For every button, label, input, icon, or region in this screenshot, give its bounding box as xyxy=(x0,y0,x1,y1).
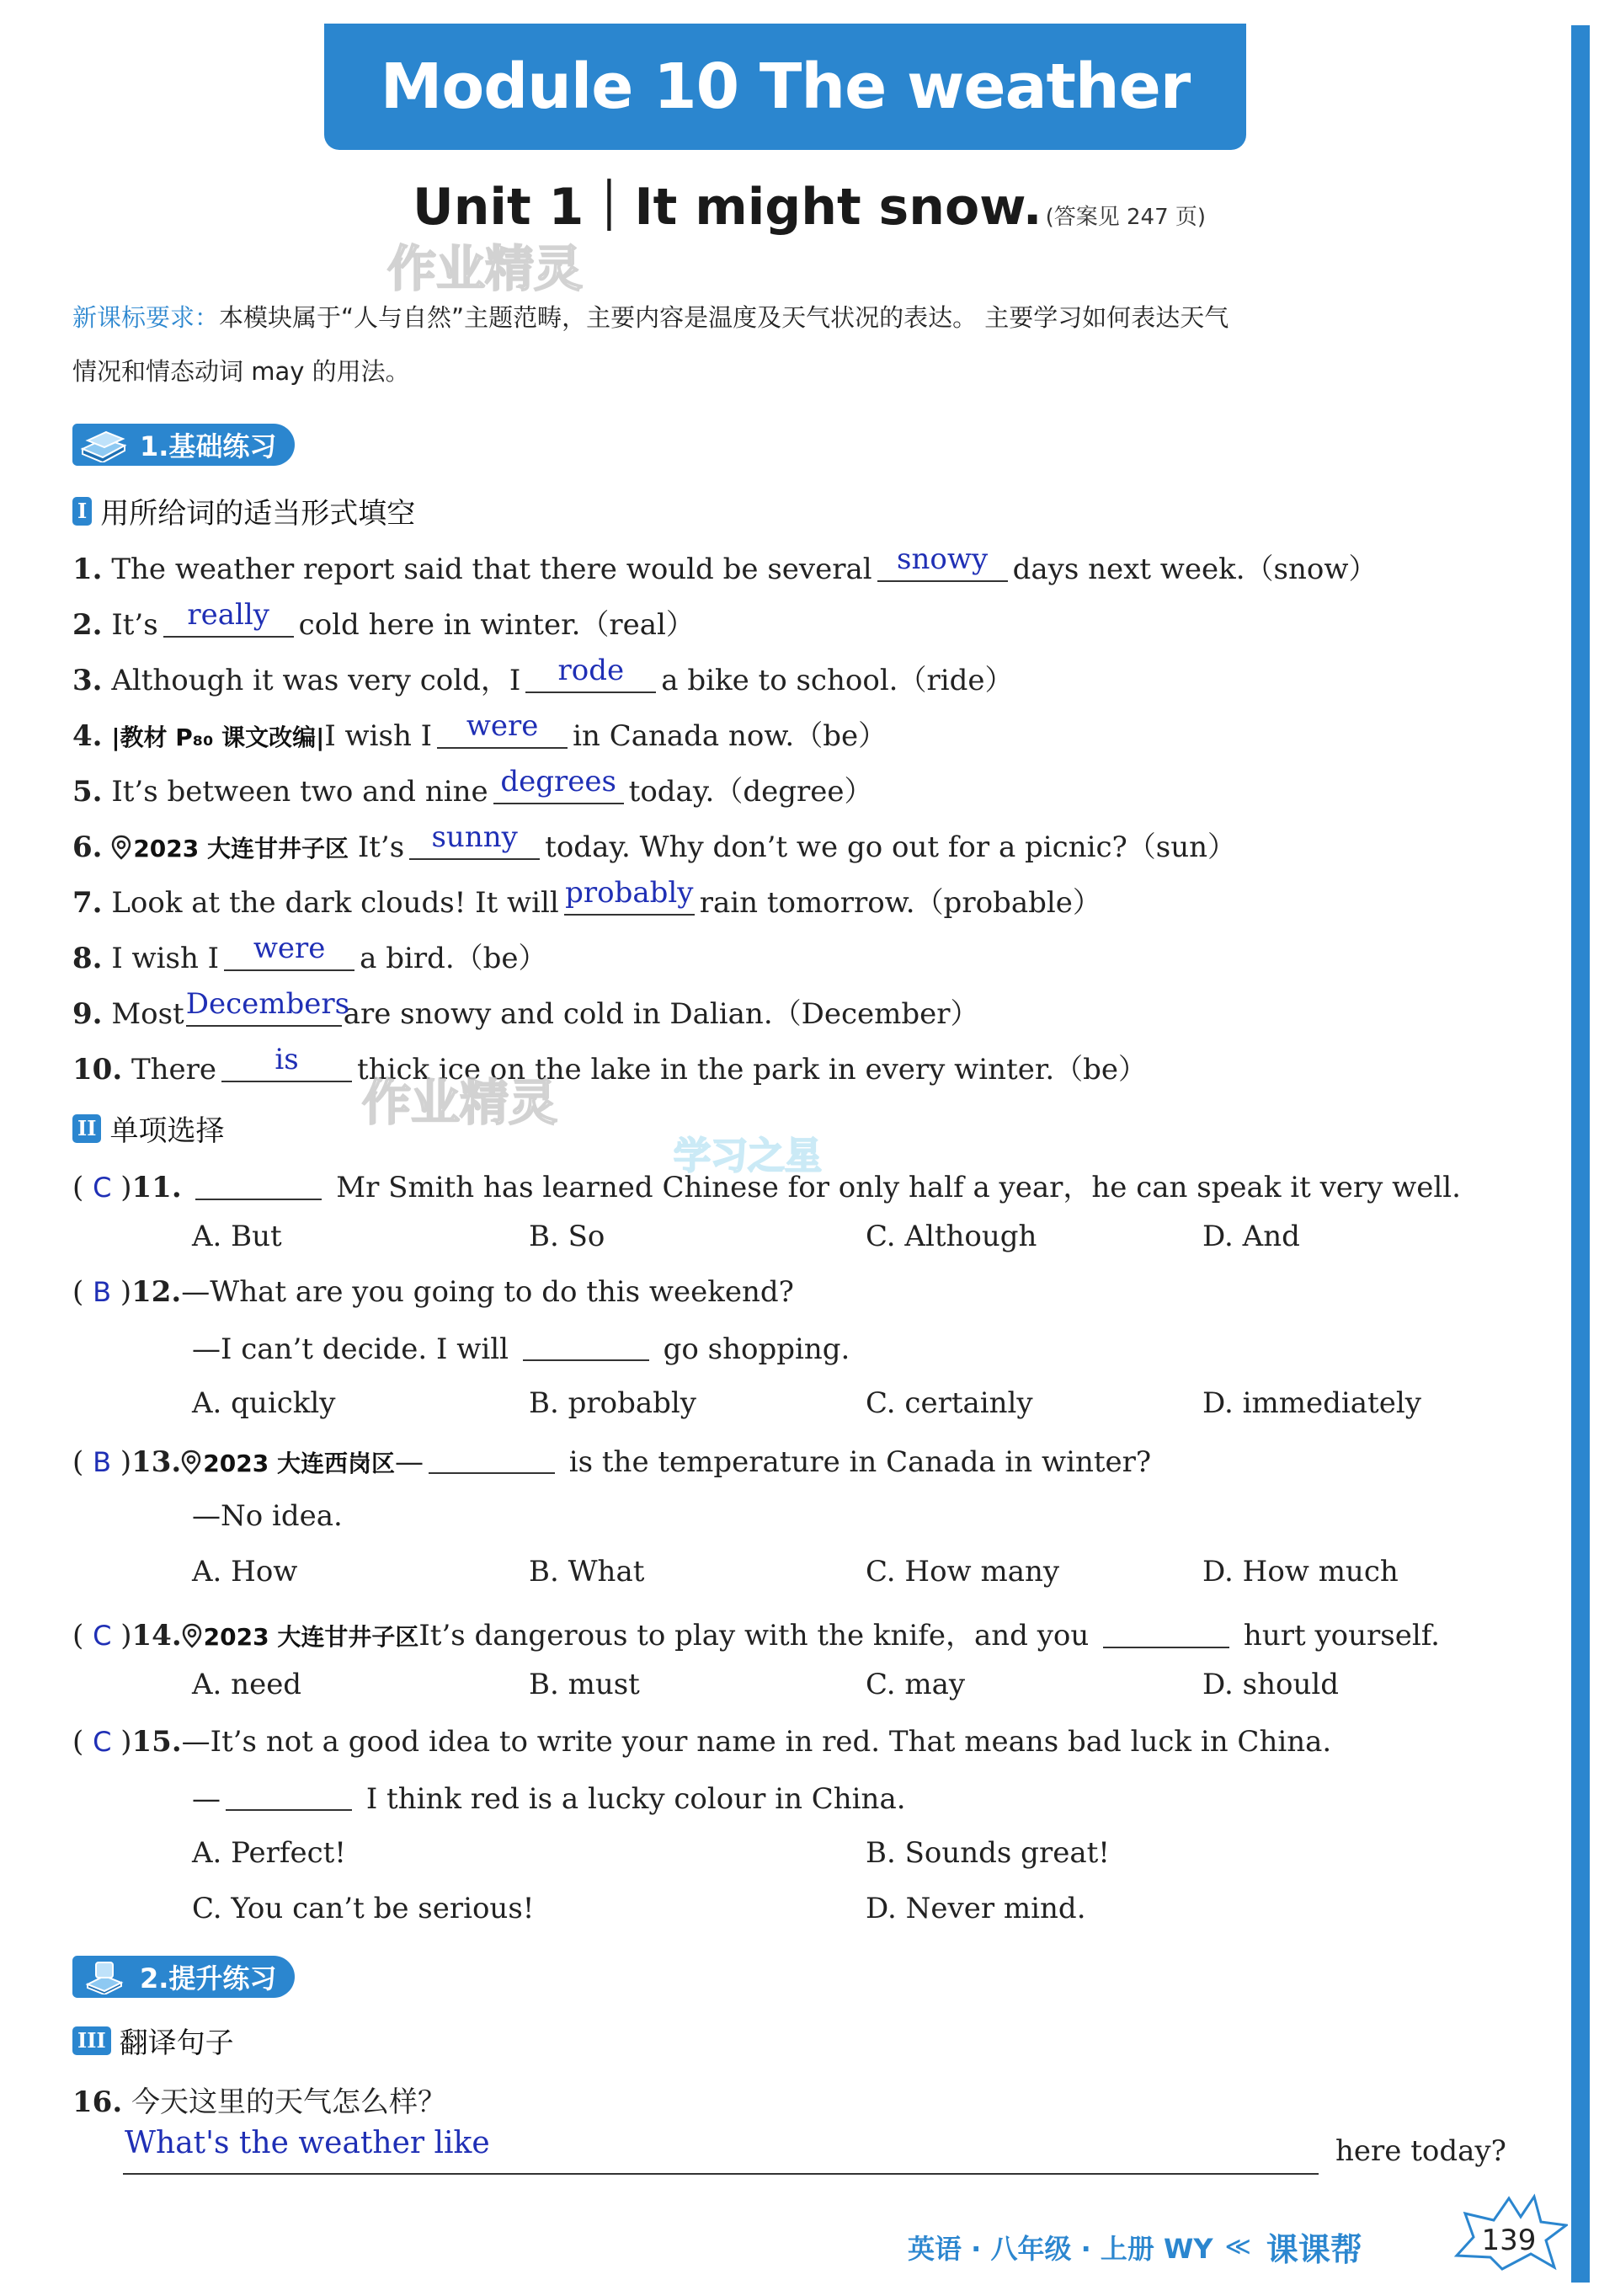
page-footer xyxy=(908,2224,1362,2270)
item-text: a bike to school.（ride） xyxy=(661,664,1014,697)
item-number: 13. xyxy=(131,1445,182,1479)
item-number: 1. xyxy=(72,553,103,586)
item-number: 14. xyxy=(131,1619,182,1653)
fill-item-6 xyxy=(72,820,1236,865)
item-text: It’s xyxy=(357,830,405,864)
answer-underline xyxy=(123,2173,1319,2175)
fill-item-5 xyxy=(72,765,873,809)
mc-question-15: ( C )15.—It’s not a good idea to write your name in red. That means bad luck in China. xyxy=(72,1725,1332,1759)
mc-question-13-line-2: —No idea. xyxy=(192,1499,343,1533)
book-stack-icon xyxy=(79,1959,128,1994)
item-number: 15. xyxy=(131,1725,182,1759)
item-text: thick ice on the lake in the park in every winter.（be） xyxy=(357,1053,1148,1087)
part-1-heading xyxy=(72,490,415,531)
source-tag: 2023 大连甘井子区 xyxy=(133,835,349,862)
chosen-answer[interactable]: C xyxy=(93,1726,112,1758)
part-title: 用所给词的适当形式填空 xyxy=(100,497,416,531)
item-text: It’s between two and nine xyxy=(111,775,488,809)
chosen-answer[interactable]: C xyxy=(93,1172,112,1204)
item-number: 9. xyxy=(72,997,103,1031)
question-text: hurt yourself. xyxy=(1243,1619,1440,1653)
item-text: cold here in winter.（real） xyxy=(298,608,695,642)
roman-numeral-badge: III xyxy=(72,2026,111,2055)
roman-numeral-badge: I xyxy=(72,497,92,526)
section-title: 2.提升练习 xyxy=(140,1962,277,1994)
section-advanced-practice xyxy=(72,1956,295,1998)
mc-question-12: ( B )12.—What are you going to do this weekend? xyxy=(72,1275,794,1309)
item-number: 12. xyxy=(131,1275,182,1309)
fill-item-10 xyxy=(72,1043,1148,1087)
brand-logo: 课课帮 xyxy=(1266,2231,1362,2268)
location-pin-icon xyxy=(111,835,131,860)
location-pin-icon xyxy=(181,1450,201,1475)
answer-blank[interactable]: is xyxy=(221,1047,352,1082)
source-tag: 2023 大连西岗区 xyxy=(203,1450,395,1477)
item-number: 6. xyxy=(72,830,103,864)
answer-blank[interactable]: snowy xyxy=(877,547,1008,582)
answer-blank[interactable]: sunny xyxy=(409,825,540,860)
option-b[interactable]: B. must xyxy=(529,1668,640,1701)
section-basic-practice xyxy=(72,424,295,466)
book-stack-icon xyxy=(79,427,128,462)
mc-question-11: ( C )11. Mr Smith has learned Chinese for only half a year，he can speak it very well. xyxy=(72,1164,1461,1205)
answer-blank[interactable]: degrees xyxy=(493,769,624,804)
option-a[interactable]: A. How xyxy=(192,1555,298,1589)
option-d[interactable]: D. Never mind. xyxy=(866,1892,1086,1925)
question-text: —It’s not a good idea to write your name in red. That means bad luck in China. xyxy=(181,1725,1332,1759)
module-banner xyxy=(324,24,1246,150)
part-title: 单项选择 xyxy=(109,1114,225,1148)
answer-blank[interactable]: probably xyxy=(564,880,695,916)
item-text: I wish I xyxy=(111,942,220,975)
requirement-line-2: 情况和情态动词 may 的用法。 xyxy=(72,357,410,386)
book-info: 英语 · 八年级 · 上册 WY xyxy=(908,2232,1213,2265)
fill-item-8 xyxy=(72,932,547,976)
item-number: 16. xyxy=(72,2085,123,2119)
item-number: 8. xyxy=(72,942,103,975)
option-d[interactable]: D. immediately xyxy=(1202,1386,1421,1420)
answer-blank[interactable] xyxy=(195,1165,322,1200)
item-text: days next week.（snow） xyxy=(1012,553,1378,586)
answer-blank[interactable]: really xyxy=(163,602,294,638)
answer-blank[interactable] xyxy=(1103,1613,1229,1648)
location-pin-icon xyxy=(182,1623,202,1648)
mc-question-13: ( B )13. 2023 大连西岗区— is the temperature in Canada in winter? xyxy=(72,1444,1151,1479)
item-number: 3. xyxy=(72,664,103,697)
answer-blank[interactable]: were xyxy=(224,936,354,971)
item-number: 7. xyxy=(72,886,103,920)
option-b[interactable]: B. What xyxy=(529,1555,645,1589)
item-text: Most xyxy=(111,997,184,1031)
option-a[interactable]: A. quickly xyxy=(192,1386,336,1420)
option-a[interactable]: A. But xyxy=(192,1220,282,1253)
item-number: 10. xyxy=(72,1053,123,1087)
option-c[interactable]: C. may xyxy=(866,1668,966,1701)
fill-item-1 xyxy=(72,542,1378,587)
question-text: go shopping. xyxy=(663,1332,850,1366)
translation-answer[interactable]: What's the weather like xyxy=(125,2126,490,2160)
option-b[interactable]: B. So xyxy=(529,1220,605,1253)
option-c[interactable]: C. How many xyxy=(866,1555,1060,1589)
page-number: 139 xyxy=(1481,2224,1537,2257)
option-a[interactable]: A. Perfect! xyxy=(192,1836,346,1870)
watermark-logo: 作业精灵 xyxy=(387,240,584,297)
answer-blank[interactable] xyxy=(523,1326,649,1361)
item-text: are snowy and cold in Dalian.（December） xyxy=(343,997,979,1031)
item-number: 2. xyxy=(72,608,103,642)
mc-question-15-line-2 xyxy=(192,1781,906,1816)
answer-reference: (答案见 247 页) xyxy=(1045,205,1207,230)
roman-numeral-badge: II xyxy=(72,1114,101,1143)
fill-item-3 xyxy=(72,654,1014,698)
item-text: in Canada now.（be） xyxy=(573,719,887,753)
mc-question-12-line-2 xyxy=(192,1331,850,1366)
question-text: I think red is a lucky colour in China. xyxy=(365,1782,906,1816)
question-text: It’s dangerous to play with the knife，and you xyxy=(418,1619,1090,1653)
watermark-logo: 作业精灵 xyxy=(362,1074,558,1131)
question-text: Mr Smith has learned Chinese for only half a year，he can speak it very well. xyxy=(336,1171,1461,1204)
option-c[interactable]: C. certainly xyxy=(866,1386,1033,1420)
question-text: —What are you going to do this weekend? xyxy=(181,1275,794,1309)
answer-blank[interactable] xyxy=(429,1439,555,1474)
curriculum-requirement xyxy=(72,291,1521,398)
item-text: There xyxy=(131,1053,217,1087)
chosen-answer[interactable]: B xyxy=(93,1446,112,1478)
item-text: Look at the dark clouds! It will xyxy=(111,886,559,920)
fill-item-2 xyxy=(72,598,695,643)
item-text: Although it was very cold，I xyxy=(111,664,521,697)
item-text: It’s xyxy=(111,608,158,642)
part-title: 翻译句子 xyxy=(119,2026,234,2060)
item-text: today. Why don’t we go out for a picnic?（sun） xyxy=(545,830,1236,864)
option-c[interactable]: C. You can’t be serious! xyxy=(192,1892,535,1925)
source-tag: 2023 大连甘井子区 xyxy=(203,1623,419,1651)
part-3-heading xyxy=(72,2020,234,2061)
fill-item-7 xyxy=(72,876,1101,921)
question-text: is the temperature in Canada in winter? xyxy=(568,1445,1152,1479)
translation-suffix: here today? xyxy=(1335,2134,1506,2168)
option-d[interactable]: D. And xyxy=(1202,1220,1300,1253)
item-number: 5. xyxy=(72,775,103,809)
item-text: rain tomorrow.（probable） xyxy=(699,886,1101,920)
source-tag: |教材 P₈₀ 课文改编| xyxy=(111,724,325,751)
question-text: — xyxy=(192,1782,221,1816)
item-text: today.（degree） xyxy=(628,775,873,809)
question-text: — xyxy=(394,1445,424,1479)
option-b[interactable]: B. Sounds great! xyxy=(866,1836,1110,1870)
answer-blank[interactable]: were xyxy=(437,713,568,749)
side-color-bar xyxy=(1571,25,1590,2283)
option-d[interactable]: D. How much xyxy=(1202,1555,1399,1589)
fill-item-4 xyxy=(72,709,887,754)
chosen-answer[interactable]: C xyxy=(93,1620,112,1652)
option-a[interactable]: A. need xyxy=(192,1668,302,1701)
item-number: 11. xyxy=(131,1171,182,1204)
part-2-heading xyxy=(72,1108,224,1149)
module-title: Module 10 The weather xyxy=(380,51,1191,123)
chevron-icon: ≪ xyxy=(1224,2232,1251,2261)
option-b[interactable]: B. probably xyxy=(529,1386,696,1420)
question-text: —I can’t decide. I will xyxy=(192,1332,509,1366)
chosen-answer[interactable]: B xyxy=(93,1276,112,1308)
item-text: The weather report said that there would be several xyxy=(111,553,872,586)
mc-question-14: ( C )14. 2023 大连甘井子区It’s dangerous to play with the knife，and you hurt yourself. xyxy=(72,1612,1440,1653)
section-title: 1.基础练习 xyxy=(140,430,277,462)
answer-blank[interactable]: rode xyxy=(525,658,656,693)
requirement-label: 新课标要求： xyxy=(72,303,220,332)
answer-blank[interactable]: Decembers xyxy=(186,991,342,1027)
answer-blank[interactable] xyxy=(226,1775,352,1811)
option-c[interactable]: C. Although xyxy=(866,1220,1037,1253)
item-text: I wish I xyxy=(324,719,433,753)
fill-item-9 xyxy=(72,987,979,1032)
item-text: a bird.（be） xyxy=(360,942,547,975)
unit-title-text: Unit 1｜It might snow. xyxy=(413,178,1042,237)
chinese-prompt: 今天这里的天气怎么样？ xyxy=(131,2085,446,2119)
option-d[interactable]: D. should xyxy=(1202,1668,1340,1701)
item-number: 4. xyxy=(72,719,103,753)
requirement-line-1: 本模块属于“人与自然”主题范畴，主要内容是温度及天气状况的表达。 主要学习如何表达天气 xyxy=(219,303,1229,332)
translate-item-16 xyxy=(72,2079,446,2120)
watermark-logo-2: 学习之星 xyxy=(674,1135,822,1177)
